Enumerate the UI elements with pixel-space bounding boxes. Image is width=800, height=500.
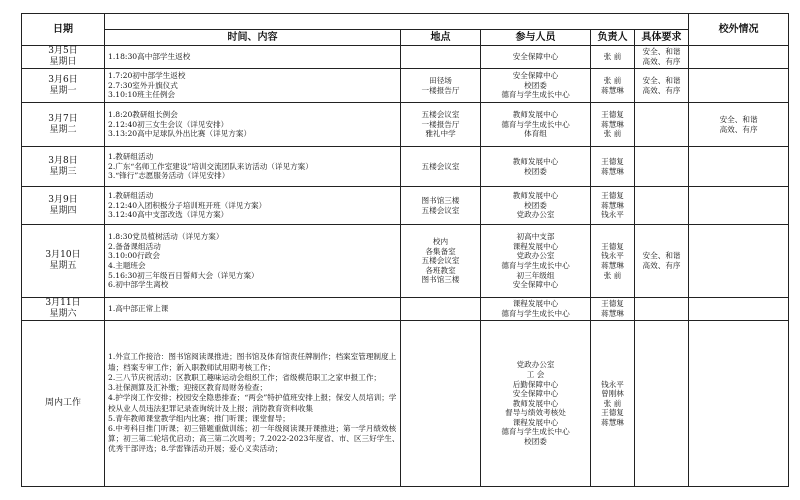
participants-cell xyxy=(481,103,591,147)
cell-line: 张 前 xyxy=(603,270,622,280)
responsible-cell xyxy=(591,103,635,147)
cell-line: 1.外宣工作接洽：图书馆阅读课推进；图书馆及体育馆责任牌制作；档案室管理制度上墙；档案专审工作；新入职教师试用期考核工作； xyxy=(108,352,397,372)
cell-line: 田径场 xyxy=(429,75,452,85)
cell-line: 6.中考科目推门听课；初三错题重做训练；初一年级阅读课开课推进；第一学月绩效核算；初三第二轮培优启动；高三第二次周考；7.2022-2023年度省、市、区三好学生、优秀干部评选；8.学雷锋活动开展；爱心义卖活动； xyxy=(108,423,400,454)
cell-line: 3月11日 xyxy=(45,298,81,308)
location-cell xyxy=(401,147,481,187)
cell-line: 张 前 xyxy=(603,398,622,408)
cell-line: 五楼会议室 xyxy=(421,205,460,215)
weekly-row xyxy=(22,321,789,487)
cell-line: 曾刚林 xyxy=(601,389,624,399)
header-date: 日期 xyxy=(22,14,105,46)
table-row xyxy=(22,225,789,298)
cell-line: 1.7:20初中部学生返校 xyxy=(108,71,186,81)
cell-line: 课程发展中心 xyxy=(512,417,559,427)
content-cell xyxy=(105,187,401,225)
cell-line: 校团委 xyxy=(524,80,547,90)
cell-line: 各班教室 xyxy=(425,265,456,275)
cell-line: 德育与学生成长中心 xyxy=(501,309,570,318)
cell-line: 星期四 xyxy=(49,205,77,216)
cell-line: 张 前 xyxy=(603,52,622,62)
date-cell xyxy=(22,69,105,103)
participants-cell xyxy=(481,46,591,69)
cell-line: 五楼会议室 xyxy=(421,161,460,171)
outside-cell xyxy=(689,225,789,298)
cell-line: 教师发展中心 xyxy=(512,191,559,201)
weekly-label: 周内工作 xyxy=(22,321,105,487)
cell-line: 王德复 xyxy=(601,110,624,120)
table-row xyxy=(22,298,789,321)
cell-line: 安全保障中心 xyxy=(512,389,559,399)
participants-cell xyxy=(481,187,591,225)
cell-line: 图书馆三楼 xyxy=(421,195,460,205)
cell-line: 星期二 xyxy=(49,124,77,135)
cell-line: 高效、有序 xyxy=(642,261,681,270)
cell-line: 五楼会议室 xyxy=(421,256,460,266)
cell-line: 4.护学岗工作安排；校园安全隐患排查；“两会”特护值班安排上报；保安人员培训；学校从业人员违法犯罪记录查询统计及上报；消防教育资料收集 xyxy=(108,393,397,413)
cell-line: 6.初中部学生离校 xyxy=(108,280,169,290)
cell-line: 1.18:30高中部学生返校 xyxy=(108,52,191,62)
cell-line: 3.13:20高中足球队外出比赛（详见方案） xyxy=(108,129,252,139)
table-row xyxy=(22,69,789,103)
cell-line: 蒋慧琳 xyxy=(601,417,624,427)
location-cell xyxy=(401,103,481,147)
cell-line: 教师发展中心 xyxy=(512,156,559,166)
cell-line: 张 前 xyxy=(603,129,622,139)
content-cell xyxy=(105,225,401,298)
cell-line: 党政办公室 xyxy=(516,251,555,261)
date-cell xyxy=(22,46,105,69)
cell-line: 督导与绩效考核处 xyxy=(505,408,566,418)
cell-line: 蒋慧琳 xyxy=(601,261,624,270)
cell-line: 德育与学生成长中心 xyxy=(501,427,570,437)
cell-line: 星期日 xyxy=(49,57,77,67)
cell-line: 教师发展中心 xyxy=(512,110,559,120)
cell-line: 初高中支部 xyxy=(516,232,555,242)
cell-line: 2.12:40入团积极分子培训班开班（详见方案） xyxy=(108,200,267,210)
cell-line: 雅礼中学 xyxy=(425,129,456,139)
schedule-table xyxy=(21,13,789,487)
date-cell xyxy=(22,187,105,225)
cell-line: 德育与学生成长中心 xyxy=(501,119,570,129)
cell-line: 安全保障中心 xyxy=(512,71,559,81)
requirements-cell xyxy=(635,225,689,298)
cell-line: 初三年级组 xyxy=(516,270,555,280)
outside-cell xyxy=(689,103,789,147)
cell-line: 安全保障中心 xyxy=(512,52,559,62)
cell-line: 钱永平 xyxy=(601,379,624,389)
header-location: 地点 xyxy=(401,30,481,46)
content-cell xyxy=(105,103,401,147)
cell-line: 1.8:30党员植树活动（详见方案） xyxy=(108,232,224,242)
cell-line: 3月5日 xyxy=(48,46,78,56)
header-spacer xyxy=(105,14,689,30)
outside-cell xyxy=(689,69,789,103)
header-requirements: 具体要求 xyxy=(635,30,689,46)
responsible-cell xyxy=(591,225,635,298)
location-cell xyxy=(401,187,481,225)
header-time-content: 时间、内容 xyxy=(105,30,401,46)
participants-cell xyxy=(481,225,591,298)
outside-cell xyxy=(689,46,789,69)
date-cell xyxy=(22,225,105,298)
cell-line: 王德复 xyxy=(601,191,624,201)
date-cell xyxy=(22,147,105,187)
cell-line: 课程发展中心 xyxy=(512,241,559,251)
cell-line: 党政办公室 xyxy=(516,210,555,220)
cell-line: 2.三八节庆祝活动；区教职工趣味运动会组织工作；省级模范职工之家申报工作； xyxy=(108,372,382,382)
cell-line: 体育组 xyxy=(524,129,547,139)
cell-line: 校内 xyxy=(432,237,449,247)
cell-line: 5.16:30初三年级百日誓师大会（详见方案） xyxy=(108,270,259,280)
header-participants: 参与人员 xyxy=(481,30,591,46)
cell-line: 1.教研组活动 xyxy=(108,152,154,162)
cell-line: 1.高中部正常上课 xyxy=(108,304,169,314)
cell-line: 王德复 xyxy=(601,408,624,418)
cell-line: 安全、和谐 xyxy=(719,114,758,124)
requirements-cell xyxy=(635,298,689,321)
cell-line: 安全保障中心 xyxy=(512,280,559,290)
cell-line: 安全、和谐 xyxy=(642,251,681,261)
cell-line: 教师发展中心 xyxy=(512,398,559,408)
requirements-cell xyxy=(635,69,689,103)
table-row xyxy=(22,103,789,147)
location-cell xyxy=(401,225,481,298)
date-cell xyxy=(22,298,105,321)
responsible-cell xyxy=(591,298,635,321)
cell-line: 3月10日 xyxy=(45,250,81,260)
cell-line: 3月7日 xyxy=(48,113,78,124)
cell-line: 安全、和谐 xyxy=(642,75,681,85)
cell-line: 一楼报告厅 xyxy=(421,85,460,95)
cell-line: 3.10:00行政会 xyxy=(108,251,160,261)
cell-line: 校团委 xyxy=(524,166,547,176)
weekly-content-cell xyxy=(105,321,401,487)
weekly-location-cell xyxy=(401,321,481,487)
cell-line: 星期六 xyxy=(49,309,77,319)
cell-line: 高效、有序 xyxy=(642,57,681,66)
cell-line: 3.“锋行”志愿服务活动（详见安排） xyxy=(108,171,230,181)
outside-cell xyxy=(689,187,789,225)
weekly-participants-cell xyxy=(481,321,591,487)
cell-line: 3月8日 xyxy=(48,155,78,166)
cell-line: 五楼会议室 xyxy=(421,110,460,120)
header-responsible: 负责人 xyxy=(591,30,635,46)
cell-line: 钱永平 xyxy=(601,251,624,261)
requirements-cell xyxy=(635,147,689,187)
table-row xyxy=(22,187,789,225)
content-cell xyxy=(105,69,401,103)
cell-line: 3.12:40高中支部改选（详见方案） xyxy=(108,210,229,220)
cell-line: 2.备备课组活动 xyxy=(108,241,161,251)
cell-line: 3月9日 xyxy=(48,194,78,205)
outside-cell xyxy=(689,298,789,321)
cell-line: 安全、和谐 xyxy=(642,47,681,57)
location-cell xyxy=(401,46,481,69)
weekly-outside-cell xyxy=(689,321,789,487)
date-cell xyxy=(22,103,105,147)
weekly-responsible-cell xyxy=(591,321,635,487)
content-cell xyxy=(105,46,401,69)
outside-cell xyxy=(689,147,789,187)
cell-line: 校团委 xyxy=(524,437,547,447)
requirements-cell xyxy=(635,103,689,147)
cell-line: 4.主题班会 xyxy=(108,261,146,270)
cell-line: 2.7:30室外升旗仪式 xyxy=(108,80,178,90)
header-outside: 校外情况 xyxy=(689,14,789,46)
cell-line: 高效、有序 xyxy=(719,124,758,134)
weekly-requirements-cell xyxy=(635,321,689,487)
cell-line: 星期一 xyxy=(49,85,77,96)
cell-line: 星期三 xyxy=(49,166,77,177)
cell-line: 德育与学生成长中心 xyxy=(501,261,570,270)
cell-line: 蒋慧琳 xyxy=(601,200,624,210)
responsible-cell xyxy=(591,46,635,69)
cell-line: 1.8:20教研组长例会 xyxy=(108,110,178,120)
requirements-cell xyxy=(635,187,689,225)
cell-line: 星期五 xyxy=(49,261,77,271)
participants-cell xyxy=(481,69,591,103)
cell-line: 各集备室 xyxy=(425,246,456,256)
cell-line: 王德复 xyxy=(601,156,624,166)
cell-line: 一楼报告厅 xyxy=(421,119,460,129)
content-cell xyxy=(105,298,401,321)
cell-line: 3.社保测算及汇补缴；迎接区教育局财务检查； xyxy=(108,383,268,393)
cell-line: 2.广东“名师工作室建设”培训交流团队来访活动（详见方案） xyxy=(108,161,313,171)
content-cell xyxy=(105,147,401,187)
cell-line: 党政办公室 xyxy=(516,360,555,370)
cell-line: 后勤保障中心 xyxy=(512,379,559,389)
table-row xyxy=(22,46,789,69)
participants-cell xyxy=(481,298,591,321)
requirements-cell xyxy=(635,46,689,69)
cell-line: 2.12:40初三女生会议（详见安排） xyxy=(108,119,229,129)
responsible-cell xyxy=(591,187,635,225)
cell-line: 5.青年教师课堂教学组内比赛；推门听课；课堂督导； xyxy=(108,413,290,423)
cell-line: 王德复 xyxy=(601,299,624,309)
responsible-cell xyxy=(591,147,635,187)
cell-line: 3.10:10班主任例会 xyxy=(108,90,176,100)
participants-cell xyxy=(481,147,591,187)
cell-line: 校团委 xyxy=(524,200,547,210)
cell-line: 工 会 xyxy=(526,369,545,379)
cell-line: 课程发展中心 xyxy=(512,299,559,309)
cell-line: 图书馆三楼 xyxy=(421,275,460,285)
cell-line: 1.教研组活动 xyxy=(108,191,154,201)
cell-line: 蒋慧琳 xyxy=(601,119,624,129)
location-cell xyxy=(401,69,481,103)
cell-line: 德育与学生成长中心 xyxy=(501,90,570,100)
cell-line: 3月6日 xyxy=(48,74,78,85)
cell-line: 蒋慧琳 xyxy=(601,85,624,95)
cell-line: 钱永平 xyxy=(601,210,624,220)
cell-line: 蒋慧琳 xyxy=(601,166,624,176)
responsible-cell xyxy=(591,69,635,103)
cell-line: 蒋慧琳 xyxy=(601,309,624,318)
cell-line: 高效、有序 xyxy=(642,85,681,95)
cell-line: 张 前 xyxy=(603,75,622,85)
location-cell xyxy=(401,298,481,321)
cell-line: 王德复 xyxy=(601,241,624,251)
table-row xyxy=(22,147,789,187)
